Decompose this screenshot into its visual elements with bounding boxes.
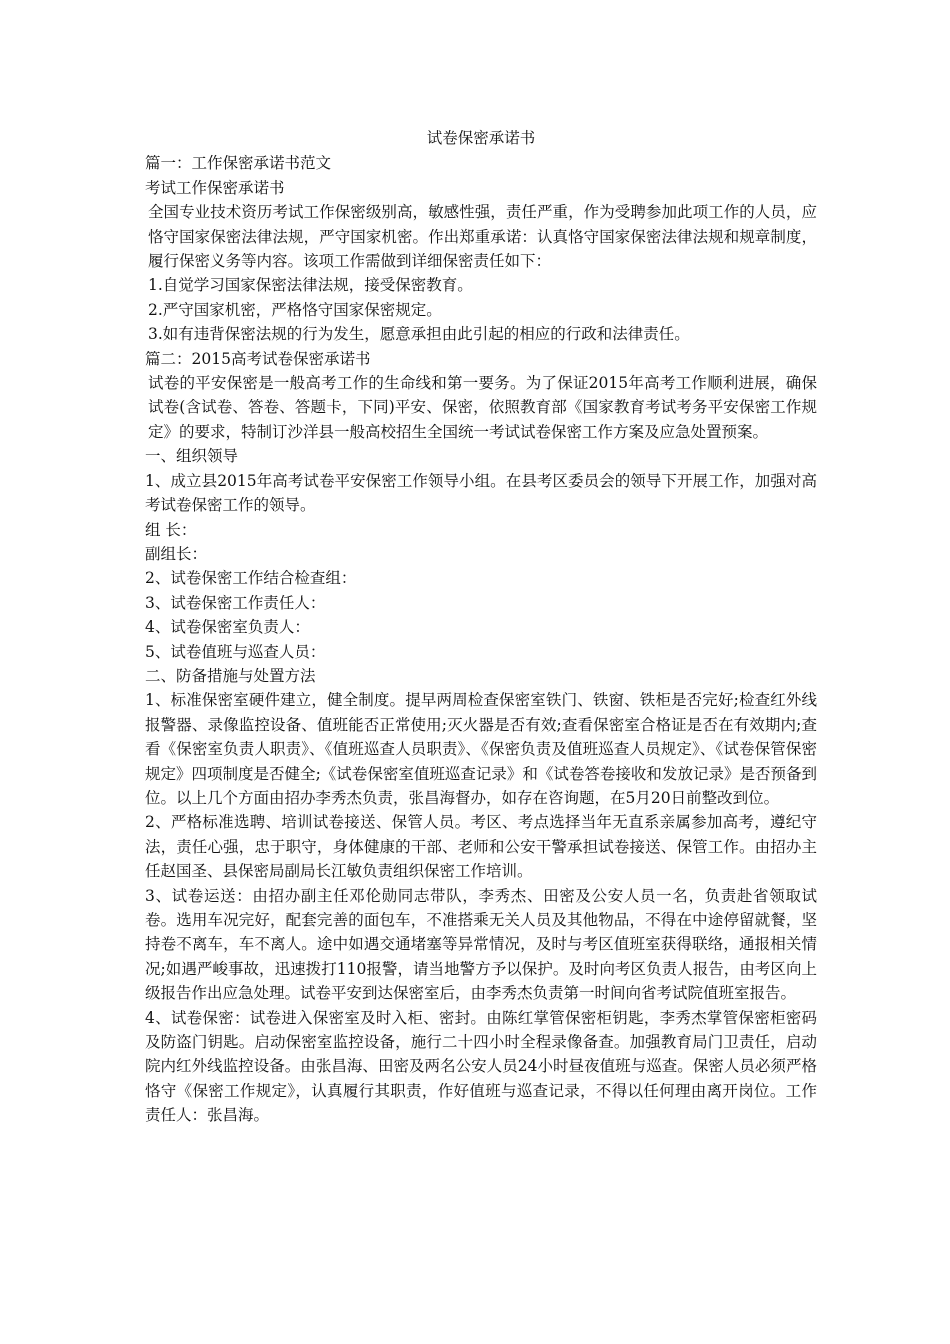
body-paragraph: 4、试卷保密：试卷进入保密室及时入柜、密封。由陈红掌管保密柜钥匙，李秀杰掌管保密柜密码及防盗门钥匙。启动保密室监控设备，施行二十四小时全程录像备查。加强教育局门卫责任，启动院内红外线监控设备。由张昌海、田密及两名公安人员24小时昼夜值班与巡查。保密人员必须严格恪守《保密工作规定》，认真履行其职责，作好值班与巡查记录，不得以任何理由离开岗位。工作责任人：张昌海。 [145, 1008, 817, 1125]
list-item: 2.严守国家机密，严格恪守国家保密规定。 [148, 300, 442, 319]
section-heading: 篇一：工作保密承诺书范文 [145, 154, 332, 173]
subheading: 考试工作保密承诺书 [145, 178, 285, 197]
list-item: 4、试卷保密室负责人： [145, 618, 310, 637]
list-item: 5、试卷值班与巡查人员： [145, 642, 326, 661]
list-item: 副组长： [145, 544, 208, 563]
section-heading: 篇二：2015高考试卷保密承诺书 [145, 349, 371, 368]
body-paragraph: 全国专业技术资历考试工作保密级别高，敏感性强，责任严重，作为受聘参加此项工作的人员，应恪守国家保密法律法规，严守国家机密。作出郑重承诺：认真恪守国家保密法律法规和规章制度，履行保密义务等内容。该项工作需做到详细保密责任如下： [148, 203, 817, 271]
section-heading: 一、组织领导 [145, 447, 239, 466]
document-page [145, 126, 817, 1128]
body-paragraph: 3、试卷运送：由招办副主任邓伦勋同志带队，李秀杰、田密及公安人员一名，负责赴省领取试卷。选用车况完好，配套完善的面包车，不准搭乘无关人员及其他物品，不得在中途停留就餐，坚持卷不离车，车不离人。途中如遇交通堵塞等异常情况，及时与考区值班室获得联络，通报相关情况;如遇严峻事故，迅速拨打110报警，请当地警方予以保护。及时向考区负责人报告，由考区向上级报告作出应急处理。试卷平安到达保密室后，由李秀杰负责第一时间向省考试院值班室报告。 [145, 886, 817, 1003]
body-paragraph: 1、成立县2015年高考试卷平安保密工作领导小组。在县考区委员会的领导下开展工作，加强对高考试卷保密工作的领导。 [145, 471, 817, 515]
list-item: 1.自觉学习国家保密法律法规，接受保密教育。 [148, 276, 473, 295]
list-item: 3.如有违背保密法规的行为发生，愿意承担由此引起的相应的行政和法律责任。 [148, 325, 690, 344]
document-title: 试卷保密承诺书 [426, 129, 536, 147]
list-item: 3、试卷保密工作责任人： [145, 593, 326, 612]
section-heading: 二、防备措施与处置方法 [145, 666, 316, 685]
list-item: 组 长： [145, 520, 197, 539]
body-paragraph: 2、严格标准选聘、培训试卷接送、保管人员。考区、考点选择当年无直系亲属参加高考，遵纪守法，责任心强，忠于职守，身体健康的干部、老师和公安干警承担试卷接送、保管工作。由招办主任赵国圣、县保密局副局长江敏负责组织保密工作培训。 [145, 813, 817, 881]
body-paragraph: 试卷的平安保密是一般高考工作的生命线和第一要务。为了保证2015年高考工作顺利进展，确保试卷(含试卷、答卷、答题卡，下同)平安、保密，依照教育部《国家教育考试考务平安保密工作规定》的要求，特制订沙洋县一般高校招生全国统一考试试卷保密工作方案及应急处置预案。 [148, 374, 817, 441]
body-paragraph: 1、标准保密室硬件建立，健全制度。提早两周检查保密室铁门、铁窗、铁柜是否完好;检查红外线报警器、录像监控设备、值班能否正常使用;灭火器是否有效;查看保密室合格证是否在有效期内;查看《保密室负责人职责》、《值班巡查人员职责》、《保密负责及值班巡查人员规定》、《试卷保管保密规定》四项制度是否健全;《试卷保密室值班巡查记录》和《试卷答卷接收和发放记录》是否预备到位。以上几个方面由招办李秀杰负责，张昌海督办，如存在咨询题，在5月20日前整改到位。 [145, 691, 817, 807]
list-item: 2、试卷保密工作结合检查组： [145, 569, 357, 588]
